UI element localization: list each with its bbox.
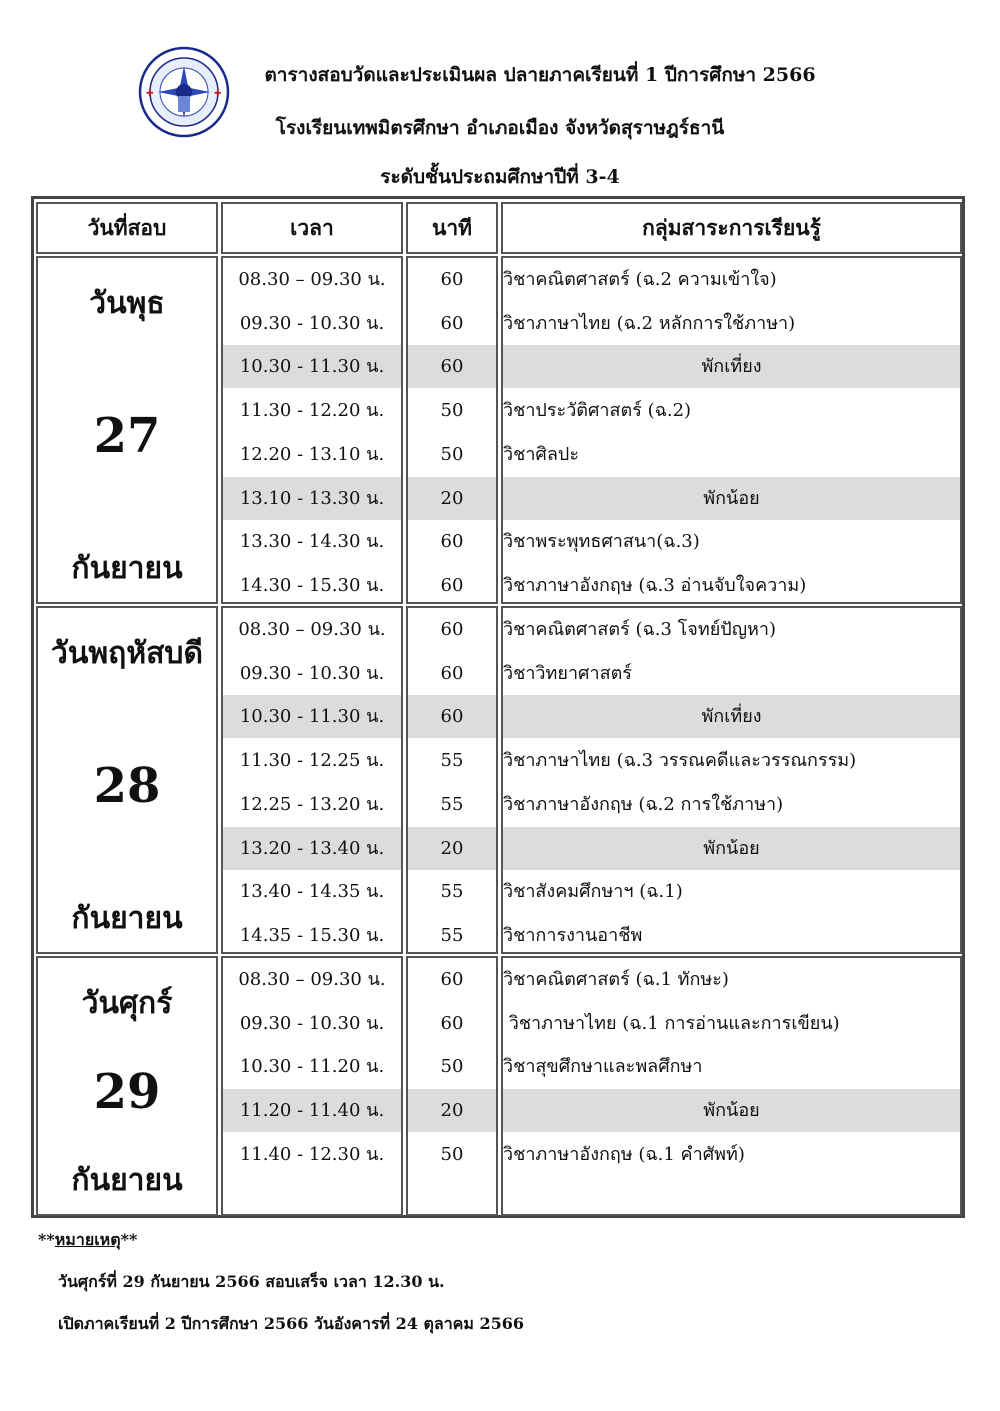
minutes-cell: 55 [440, 793, 464, 815]
column-header-minutes-label: นาที [432, 214, 472, 240]
day-cell [36, 256, 218, 604]
subject-cell: วิชาภาษาอังกฤษ (ฉ.1 คำศัพท์) [503, 1143, 745, 1165]
note-heading-text: หมายเหตุ [54, 1230, 121, 1249]
column-header-subject-label: กลุ่มสาระการเรียนรู้ [642, 214, 821, 240]
column-header-date [36, 202, 218, 254]
subject-cell: วิชาศิลปะ [503, 443, 579, 465]
subject-cell: วิชาคณิตศาสตร์ (ฉ.2 ความเข้าใจ) [503, 269, 777, 290]
minutes-cell: 20 [440, 487, 464, 509]
minutes-cell: 20 [440, 1100, 464, 1122]
minutes-cell: 55 [440, 750, 464, 772]
minutes-cell: 60 [440, 619, 464, 640]
break-label: พักน้อย [703, 837, 760, 859]
time-cell: 09.30 - 10.30 น. [239, 312, 385, 334]
day-month: กันยายน [71, 551, 183, 586]
subject-cell: วิชาภาษาไทย (ฉ.1 การอ่านและการเขียน) [503, 1012, 840, 1034]
minutes-cell: 20 [440, 837, 464, 859]
note-line-1: วันศุกร์ที่ 29 กันยายน 2566 สอบเสร็จ เวลา 12.30 น. [58, 1272, 445, 1291]
day-name: วันพุธ [89, 286, 165, 321]
title-line-1: ตารางสอบวัดและประเมินผล ปลายภาคเรียนที่ 1 ปีการศึกษา 2566 [264, 64, 816, 86]
time-cell: 10.30 - 11.30 น. [239, 706, 385, 728]
minutes-cell: 60 [440, 1012, 464, 1034]
time-cell: 08.30 – 09.30 น. [238, 269, 386, 290]
subject-cell: วิชาภาษาไทย (ฉ.3 วรรณคดีและวรรณกรรม) [503, 750, 857, 772]
day-number: 28 [93, 758, 161, 814]
subject-cell: วิชาสุขศึกษาและพลศึกษา [503, 1056, 703, 1078]
column-header-subject [501, 202, 962, 254]
minutes-cell: 60 [440, 662, 464, 684]
time-cell: 11.20 - 11.40 น. [239, 1100, 385, 1122]
minutes-cell: 50 [440, 443, 464, 465]
time-cell: 14.30 - 15.30 น. [239, 574, 385, 596]
subject-cell: วิชาการงานอาชีพ [503, 924, 643, 946]
minutes-cell: 60 [440, 969, 464, 990]
time-cell: 10.30 - 11.30 น. [239, 356, 385, 378]
break-label: พักน้อย [703, 1100, 760, 1122]
column-header-time-label: เวลา [290, 214, 334, 240]
minutes-cell: 50 [440, 1056, 464, 1078]
title-line-2: โรงเรียนเทพมิตรศึกษา อำเภอเมือง จังหวัดสุราษฎร์ธานี [275, 117, 725, 139]
minutes-cell: 60 [440, 531, 464, 553]
minutes-cell: 60 [440, 312, 464, 334]
subject-cell: วิชาพระพุทธศาสนา(ฉ.3) [503, 531, 700, 553]
minutes-cell: 50 [440, 1143, 464, 1165]
time-cell: 10.30 - 11.20 น. [239, 1056, 385, 1078]
time-cell: 08.30 – 09.30 น. [238, 969, 386, 990]
time-cell: 14.35 - 15.30 น. [239, 924, 385, 946]
subject-cell: วิชาสังคมศึกษาฯ (ฉ.1) [503, 881, 683, 903]
note-heading [38, 1228, 137, 1253]
svg-text:✚: ✚ [214, 89, 222, 99]
subject-cell: วิชาประวัติศาสตร์ (ฉ.2) [503, 400, 692, 422]
time-cell: 11.40 - 12.30 น. [239, 1143, 385, 1165]
note-line-2: เปิดภาคเรียนที่ 2 ปีการศึกษา 2566 วันอังคารที่ 24 ตุลาคม 2566 [58, 1314, 525, 1333]
subject-cell: วิชาวิทยาศาสตร์ [503, 662, 632, 684]
column-header-minutes [406, 202, 498, 254]
minutes-cell: 50 [440, 400, 464, 422]
title-line-3: ระดับชั้นประถมศึกษาปีที่ 3-4 [380, 166, 620, 188]
time-cell: 13.10 - 13.30 น. [239, 487, 385, 509]
subject-cell: วิชาภาษาอังกฤษ (ฉ.3 อ่านจับใจความ) [503, 574, 807, 596]
note-heading-suffix: ** [120, 1230, 138, 1249]
minutes-cell: 55 [440, 924, 464, 946]
svg-text:✚: ✚ [146, 89, 154, 99]
time-cell: 12.25 - 13.20 น. [239, 793, 385, 815]
time-cell: 11.30 - 12.20 น. [239, 400, 385, 422]
break-label: พักเที่ยง [701, 706, 762, 728]
time-cell: 13.20 - 13.40 น. [239, 837, 385, 859]
minutes-cell: 60 [440, 706, 464, 728]
time-cell: 08.30 – 09.30 น. [238, 619, 386, 640]
day-month: กันยายน [71, 901, 183, 936]
day-number: 29 [93, 1064, 161, 1120]
time-cell: 13.30 - 14.30 น. [239, 531, 385, 553]
minutes-cell: 60 [440, 574, 464, 596]
subject-cell: วิชาคณิตศาสตร์ (ฉ.3 โจทย์ปัญหา) [503, 619, 777, 640]
minutes-cell: 60 [440, 269, 464, 290]
column-header-time [221, 202, 403, 254]
time-cell: 11.30 - 12.25 น. [239, 750, 385, 772]
subject-cell: วิชาคณิตศาสตร์ (ฉ.1 ทักษะ) [503, 969, 729, 990]
minutes-cell: 60 [440, 356, 464, 378]
subject-cell: วิชาภาษาไทย (ฉ.2 หลักการใช้ภาษา) [503, 312, 796, 334]
day-name: วันพฤหัสบดี [51, 636, 203, 671]
time-cell: 12.20 - 13.10 น. [239, 443, 385, 465]
day-name: วันศุกร์ [81, 986, 173, 1021]
note-heading-prefix: ** [38, 1230, 55, 1249]
break-label: พักน้อย [703, 487, 760, 509]
time-cell: 09.30 - 10.30 น. [239, 1012, 385, 1034]
column-header-date-label: วันที่สอบ [87, 214, 167, 240]
day-cell [36, 606, 218, 954]
time-cell: 09.30 - 10.30 น. [239, 662, 385, 684]
minutes-cell: 55 [440, 881, 464, 903]
break-label: พักเที่ยง [701, 356, 762, 378]
day-cell [36, 956, 218, 1216]
time-cell: 13.40 - 14.35 น. [239, 881, 385, 903]
day-number: 27 [93, 408, 161, 464]
subject-cell: วิชาภาษาอังกฤษ (ฉ.2 การใช้ภาษา) [503, 793, 784, 815]
day-month: กันยายน [71, 1163, 183, 1198]
